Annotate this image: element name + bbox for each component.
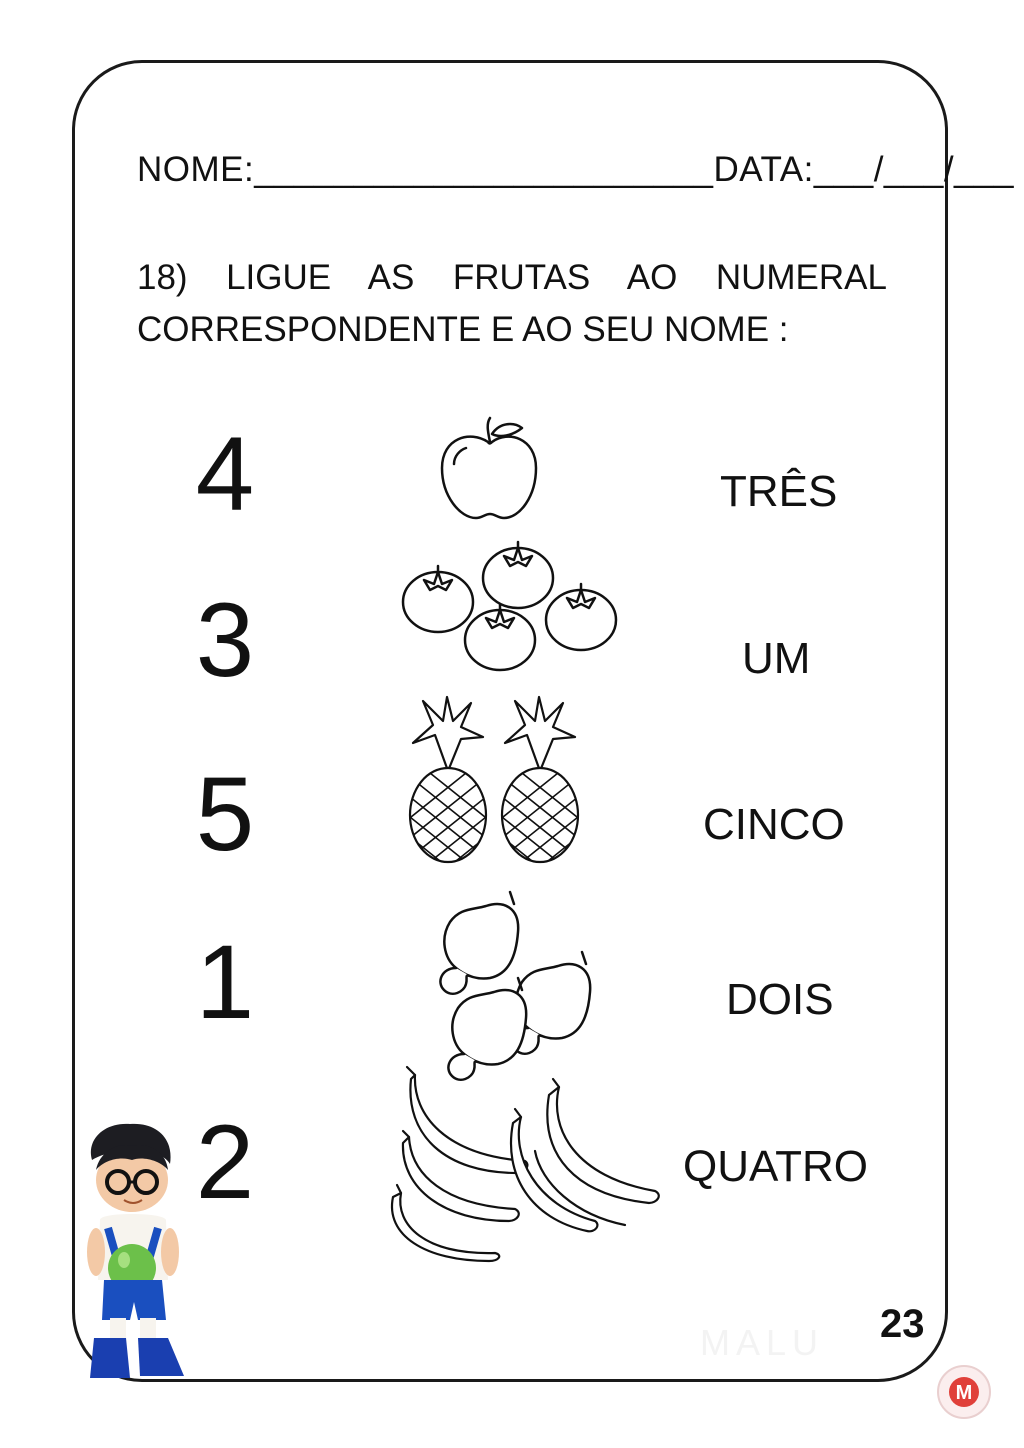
name-label: NOME: xyxy=(137,150,255,189)
brand-logo xyxy=(936,1364,992,1425)
header-fields xyxy=(137,150,1014,190)
word-cinco[interactable]: CINCO xyxy=(703,800,845,849)
instruction-text: 18) LIGUE AS FRUTAS AO NUMERAL CORRESPONDENTE E AO SEU NOME : xyxy=(137,258,887,349)
apple-icon[interactable] xyxy=(430,412,550,524)
word-um[interactable]: UM xyxy=(742,634,811,683)
word-dois[interactable]: DOIS xyxy=(726,975,834,1024)
logo-letter: M xyxy=(955,1382,973,1404)
pineapples-icon[interactable] xyxy=(405,695,585,867)
bananas-icon[interactable] xyxy=(385,1065,665,1260)
mascot-doll xyxy=(80,1120,190,1387)
word-tres[interactable]: TRÊS xyxy=(720,467,838,516)
page-number: 23 xyxy=(880,1302,925,1346)
word-quatro[interactable]: QUATRO xyxy=(683,1142,868,1191)
numeral-5[interactable]: 5 xyxy=(195,756,255,873)
name-blank[interactable]: _______________________ xyxy=(254,150,714,189)
numeral-1[interactable]: 1 xyxy=(195,924,255,1041)
date-blank[interactable]: ___/___/___ xyxy=(813,150,1014,189)
numeral-2[interactable]: 2 xyxy=(195,1104,255,1221)
numeral-4[interactable]: 4 xyxy=(195,416,255,533)
date-label: DATA: xyxy=(713,150,814,189)
tomatoes-icon[interactable] xyxy=(398,542,622,674)
watermark-text: MALU xyxy=(700,1322,825,1363)
numeral-3[interactable]: 3 xyxy=(195,582,255,699)
cashews-icon[interactable] xyxy=(430,888,600,1084)
